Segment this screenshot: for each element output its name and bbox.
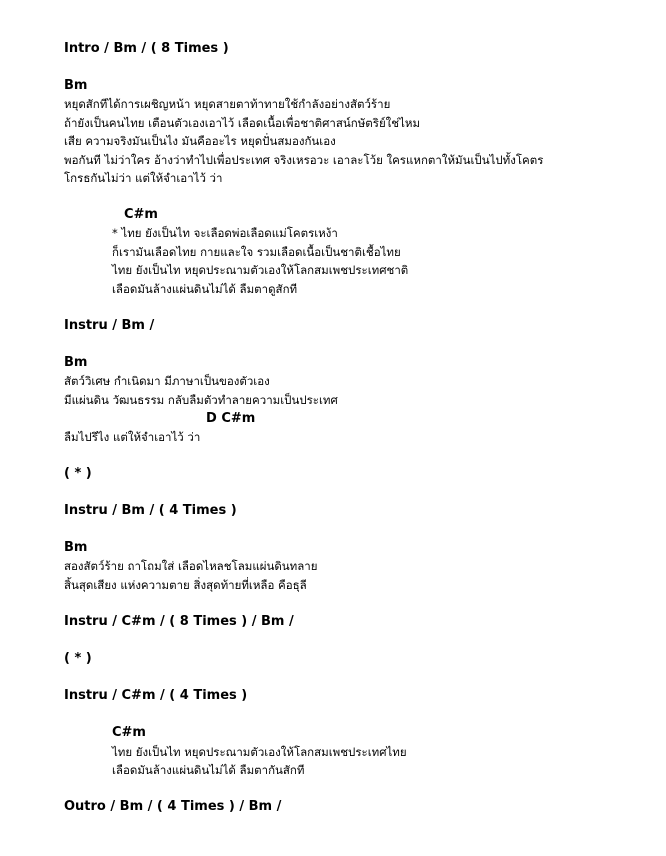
final-chorus-line-1: ไทย ยังเป็นไท หยุดประณามตัวเองให้โลกสมเพชประเทศไทย (112, 745, 407, 759)
verse2-chord: Bm (64, 355, 88, 370)
chorus-line-2: ก็เรามันเลือดไทย กายและใจ รวมเลือดเนื้อเป็นชาติเชื้อไทย (112, 245, 401, 259)
repeat-chorus-1: ( * ) (64, 466, 92, 481)
final-chorus-chord: C#m (112, 725, 146, 740)
outro-line: Outro / Bm / ( 4 Times ) / Bm / (64, 799, 282, 814)
verse2-chord-2: D C#m (206, 411, 256, 426)
verse1-line-1: หยุดสักทีได้การเผชิญหน้า หยุดสายตาท้าทายใช้กำลังอย่างสัตว์ร้าย (64, 97, 391, 111)
repeat-chorus-2: ( * ) (64, 651, 92, 666)
verse1-line-4: พอกันที ไม่ว่าใคร อ้างว่าทำไปเพื่อประเทศ จริงเหรอวะ เอาละโว้ย ใครแหกตาให้มันเป็นไปทั้งโคตร (64, 153, 544, 167)
verse2-line-3: ลืมไปรึไง แต่ให้จำเอาไว้ ว่า (64, 430, 201, 444)
final-chorus-line-2: เลือดมันล้างแผ่นดินไม่ได้ ลืมตากันสักที (112, 763, 305, 777)
chorus-line-3: ไทย ยังเป็นไท หยุดประณามตัวเองให้โลกสมเพชประเทศชาติ (112, 263, 409, 277)
instru2-line: Instru / Bm / ( 4 Times ) (64, 503, 237, 518)
instru4-line: Instru / C#m / ( 4 Times ) (64, 688, 248, 703)
chorus-line-1: * ไทย ยังเป็นไท จะเลือดพ่อเลือดแม่โคตรเหง้า (112, 226, 338, 240)
verse2-line-2: มีแผ่นดิน วัฒนธรรม กลับลืมตัวทำลายความเป็นประเทศ (64, 393, 338, 407)
intro-line: Intro / Bm / ( 8 Times ) (64, 41, 229, 56)
chorus-chord: C#m (124, 207, 158, 222)
verse2-line-1: สัตว์วิเศษ กำเนิดมา มีภาษาเป็นของตัวเอง (64, 374, 270, 388)
verse1-chord: Bm (64, 78, 88, 93)
verse3-line-2: สิ้นสุดเสียง แห่งความตาย สิ่งสุดท้ายที่เหลือ คือธุลี (64, 578, 307, 592)
instru3-line: Instru / C#m / ( 8 Times ) / Bm / (64, 614, 294, 629)
instru1-line: Instru / Bm / (64, 318, 155, 333)
verse1-line-5: โกรธกันไม่ว่า แต่ให้จำเอาไว้ ว่า (64, 171, 223, 185)
verse3-chord: Bm (64, 540, 88, 555)
verse1-line-2: ถ้ายังเป็นคนไทย เตือนตัวเองเอาไว้ เลือดเนื้อเพื่อชาติศาสน์กษัตริย์ใช่ไหม (64, 116, 421, 130)
verse1-line-3: เสีย ความจริงมันเป็นไง มันคืออะไร หยุดปั่นสมองกันเอง (64, 134, 336, 148)
verse3-line-1: สองสัตว์ร้าย ถาโถมใส่ เลือดไหลชโลมแผ่นดินทลาย (64, 559, 318, 573)
chorus-line-4: เลือดมันล้างแผ่นดินไม่ได้ ลืมตาดูสักที (112, 282, 298, 296)
